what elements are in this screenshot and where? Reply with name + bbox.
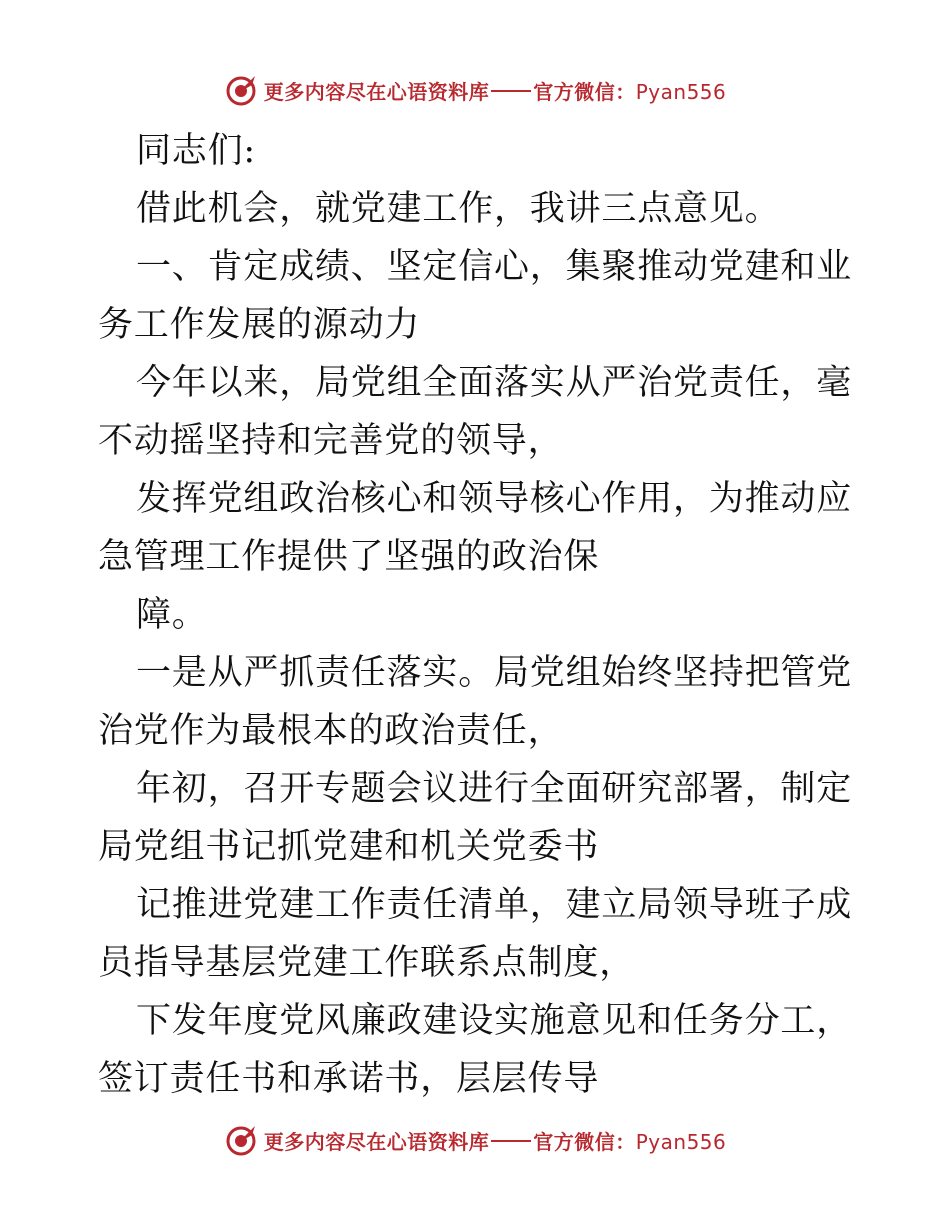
- watermark-text: 更多内容尽在心语资料库 官方微信：Pyan556: [263, 79, 727, 104]
- paragraph: 发挥党组政治核心和领导核心作用，为推动应急管理工作提供了坚强的政治保: [98, 479, 853, 577]
- quill-logo-icon: [224, 1123, 258, 1157]
- paragraph: 借此机会，就党建工作，我讲三点意见。: [136, 189, 781, 229]
- paragraph: 一是从严抓责任落实。局党组始终坚持把管党治党作为最根本的政治责任，: [98, 653, 853, 751]
- document-body: [98, 122, 852, 1108]
- paragraph: 年初，召开专题会议进行全面研究部署，制定局党组书记抓党建和机关党委书: [98, 769, 853, 867]
- paragraph: 下发年度党风廉政建设实施意见和任务分工，签订责任书和承诺书，层层传导: [98, 1001, 853, 1099]
- paragraph: 同志们:: [136, 131, 256, 171]
- footer-watermark: [0, 1120, 950, 1160]
- section-heading: 一、肯定成绩、坚定信心，集聚推动党建和业务工作发展的源动力: [98, 247, 853, 345]
- quill-logo-icon: [224, 73, 258, 107]
- paragraph: 记推进党建工作责任清单，建立局领导班子成员指导基层党建工作联系点制度，: [98, 885, 853, 983]
- paragraph: 障。: [136, 595, 208, 635]
- header-watermark: [0, 70, 950, 110]
- watermark-text: 更多内容尽在心语资料库 官方微信：Pyan556: [263, 1129, 727, 1154]
- paragraph: 今年以来，局党组全面落实从严治党责任，毫不动摇坚持和完善党的领导，: [98, 363, 853, 461]
